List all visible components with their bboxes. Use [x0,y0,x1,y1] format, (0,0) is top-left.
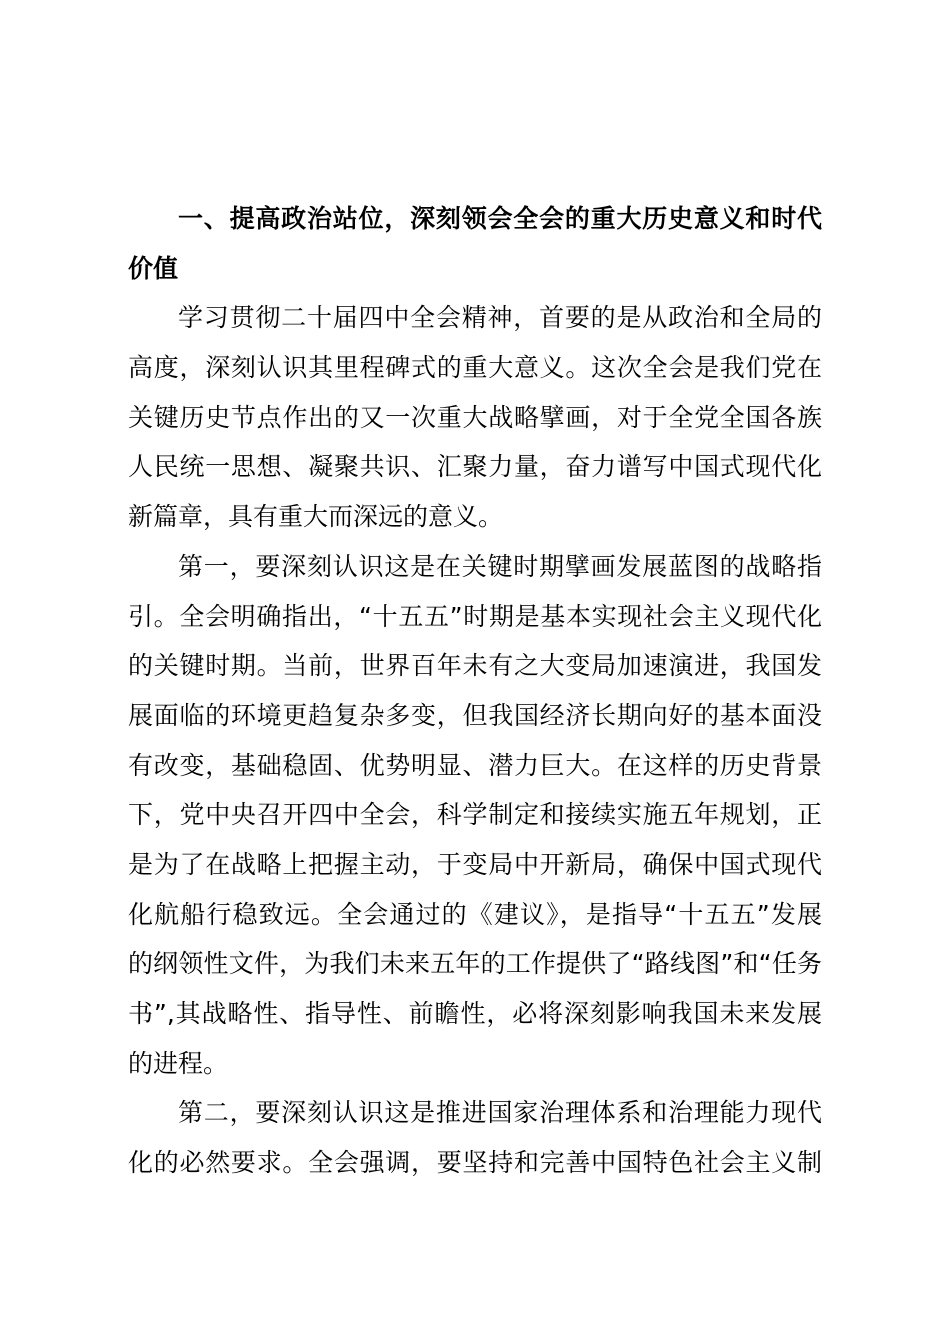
text-line: 人民统一思想、凝聚共识、汇聚力量，奋力谱写中国式现代化 [128,452,822,482]
text-line: 展面临的环境更趋复杂多变，但我国经济长期向好的基本面没 [128,700,822,730]
document-page [128,194,822,1188]
text-line: 关键历史节点作出的又一次重大战略擘画，对于全党全国各族 [128,402,822,432]
text-line: 化的必然要求。全会强调，要坚持和完善中国特色社会主义制 [128,1148,822,1178]
text-line: 第一，要深刻认识这是在关键时期擘画发展蓝图的战略指 [178,551,822,581]
text-line: 学习贯彻二十届四中全会精神，首要的是从政治和全局的 [178,303,822,333]
section-heading [128,194,822,293]
text-line: 一、提高政治站位，深刻领会全会的重大历史意义和时代 [178,204,822,233]
paragraph [128,293,822,541]
text-line: 下，党中央召开四中全会，科学制定和接续实施五年规划，正 [128,800,822,830]
text-line: 的纲领性文件，为我们未来五年的工作提供了“路线图”和“任务 [128,949,822,979]
text-line: 引。全会明确指出，“十五五”时期是基本实现社会主义现代化 [128,601,822,631]
text-line: 高度，深刻认识其里程碑式的重大意义。这次全会是我们党在 [128,353,822,383]
text-line: 化航船行稳致远。全会通过的《建议》，是指导“十五五”发展 [128,899,822,929]
text-line: 是为了在战略上把握主动，于变局中开新局，确保中国式现代 [128,849,822,879]
text-line: 价值 [128,253,179,283]
text-line: 的关键时期。当前，世界百年未有之大变局加速演进，我国发 [128,651,822,681]
text-line: 新篇章，具有重大而深远的意义。 [128,502,504,532]
text-line: 第二，要深刻认识这是推进国家治理体系和治理能力现代 [178,1098,822,1128]
paragraph [128,1088,822,1187]
text-line: 书”,其战略性、指导性、前瞻性，必将深刻影响我国未来发展 [128,999,822,1028]
text-line: 有改变，基础稳固、优势明显、潜力巨大。在这样的历史背景 [128,750,822,780]
paragraph [128,542,822,1089]
text-line: 的进程。 [128,1048,229,1078]
